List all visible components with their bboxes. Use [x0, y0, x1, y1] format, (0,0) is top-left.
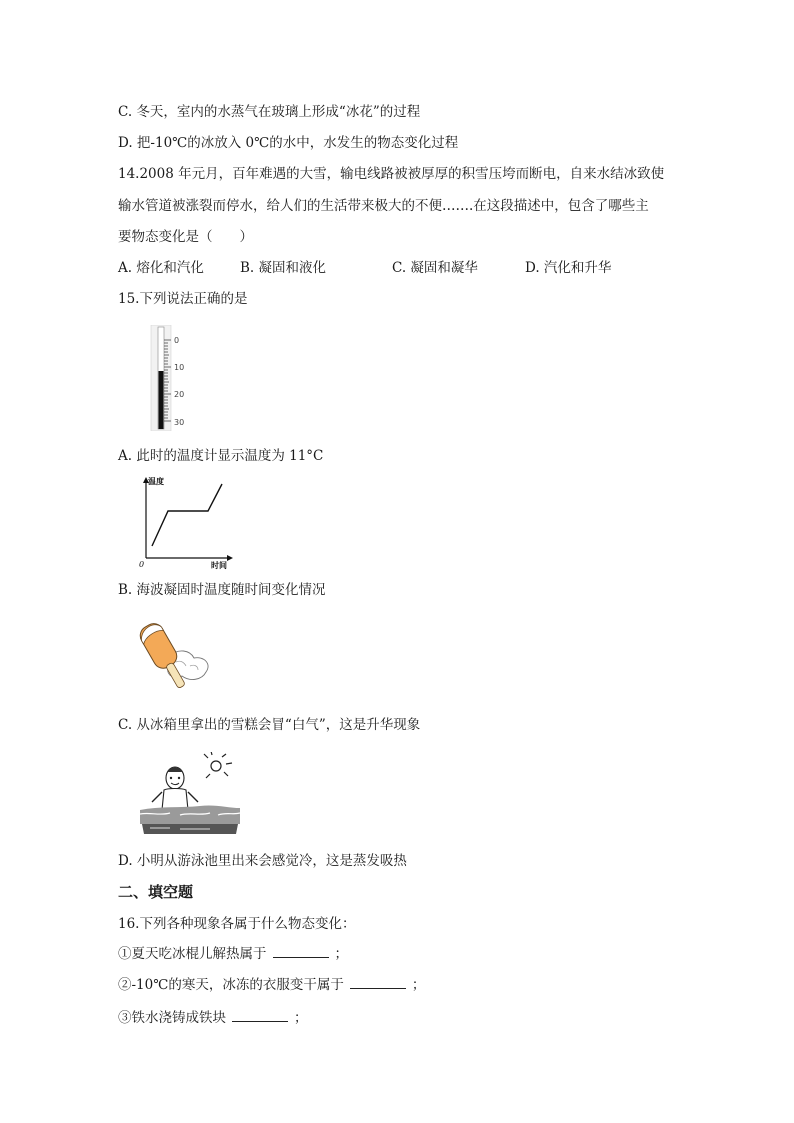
- q15-stem: 15.下列说法正确的是: [118, 291, 248, 307]
- q14-option-c: C. 凝固和凝华: [392, 260, 478, 276]
- q15-option-d: D. 小明从游泳池里出来会感觉冷，这是蒸发吸热: [118, 853, 407, 869]
- thermometer-tick-30: 30: [174, 418, 185, 427]
- q16-item-2: ②-10℃的寒天，冰冻的衣服变干属于 ；: [118, 977, 426, 993]
- answer-blank[interactable]: [232, 1009, 288, 1022]
- q16-item-1: ①夏天吃冰棍儿解热属于 ；: [118, 946, 348, 962]
- q15-option-a: A. 此时的温度计显示温度为 11°C: [118, 448, 324, 464]
- thermometer-tick-10: 10: [174, 363, 185, 372]
- q14-stem-line1: 14.2008 年元月，百年难遇的大雪，输电线路被被厚厚的积雪压垮而断电，自来水结冰致使: [118, 166, 665, 182]
- q16-item-3: ③铁水浇铸成铁块 ；: [118, 1010, 308, 1026]
- thermometer-figure: [146, 325, 206, 431]
- temperature-time-graph: [136, 474, 236, 570]
- ice-cream-icon: [134, 614, 214, 698]
- answer-blank[interactable]: [350, 976, 406, 989]
- graph-x-label: 时间: [211, 561, 227, 570]
- q13-option-d: D. 把-10℃的冰放入 0℃的水中，水发生的物态变化过程: [118, 135, 459, 151]
- swimmer-icon: [140, 752, 240, 838]
- q15-option-c: C. 从冰箱里拿出的雪糕会冒“白气”，这是升华现象: [118, 717, 421, 733]
- graph-origin-label: 0: [139, 560, 145, 569]
- graph-y-label: 温度: [148, 477, 164, 486]
- q13-option-c: C. 冬天，室内的水蒸气在玻璃上形成“冰花”的过程: [118, 104, 421, 120]
- q14-option-a: A. 熔化和汽化: [118, 260, 204, 276]
- q16-stem: 16.下列各种现象各属于什么物态变化：: [118, 916, 356, 932]
- answer-blank[interactable]: [273, 945, 329, 958]
- q15-option-b: B. 海波凝固时温度随时间变化情况: [118, 582, 326, 598]
- thermometer-tick-20: 20: [174, 390, 185, 399]
- q14-option-b: B. 凝固和液化: [240, 260, 327, 276]
- q14-stem-line3: 要物态变化是（ ）: [118, 229, 253, 245]
- thermometer-tick-0: 0: [174, 336, 180, 345]
- section-title: 二、填空题: [118, 883, 194, 901]
- q14-stem-line2: 输水管道被涨裂而停水，给人们的生活带来极大的不便…….在这段描述中，包含了哪些主: [118, 198, 649, 214]
- q14-option-d: D. 汽化和升华: [525, 260, 612, 276]
